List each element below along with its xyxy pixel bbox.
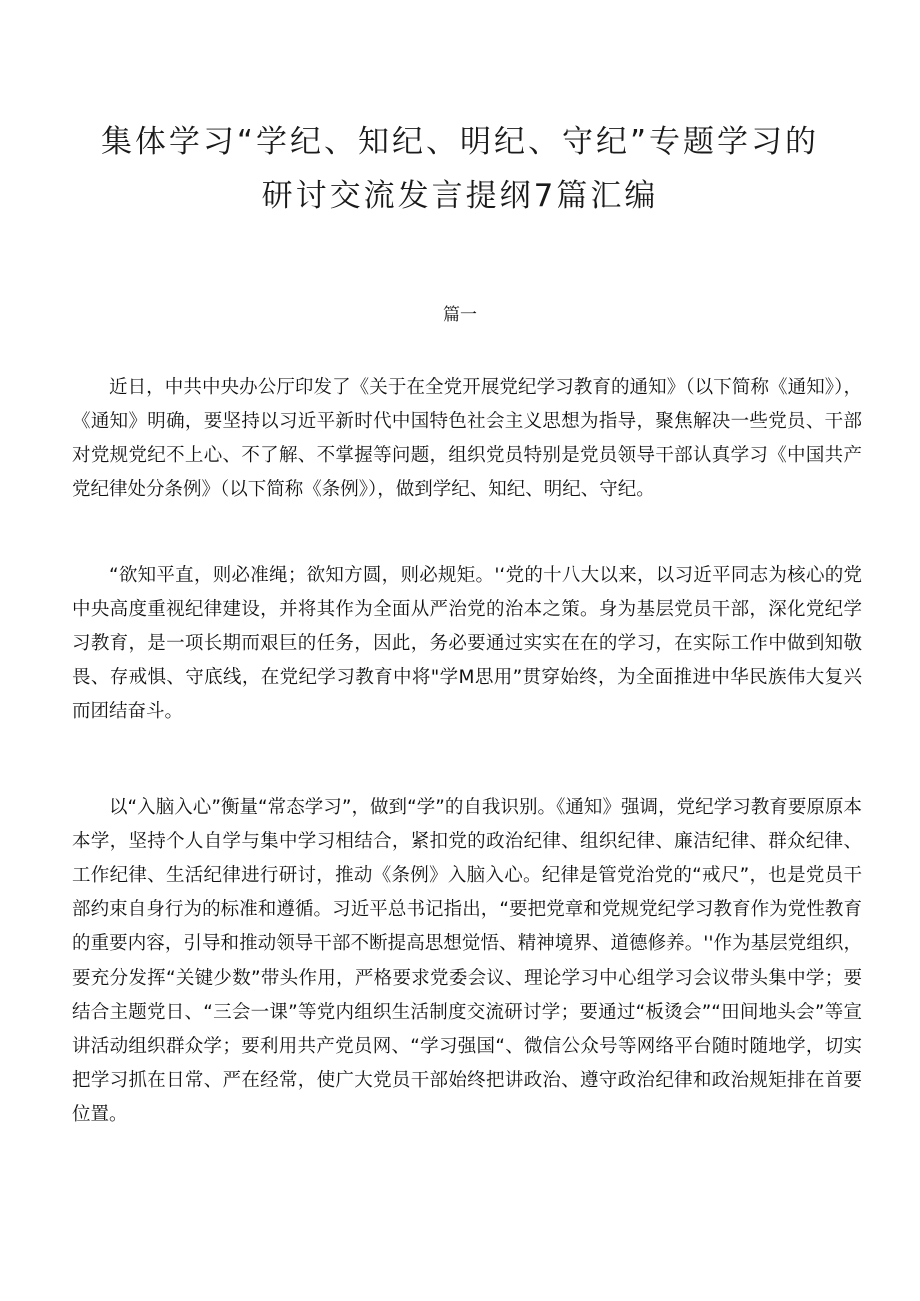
document-title-line-2: 研讨交流发言提纲7篇汇编 [261,178,659,214]
paragraph-1: 近日，中共中央办公厅印发了《关于在全党开展党纪学习教育的通知》（以下简称《通知》），《通知》明确，要坚持以习近平新时代中国特色社会主义思想为指导，聚焦解决一些党员、干部对党规党纪不上心、不了解、不掌握等问题，组织党员特别是党员领导干部认真学习《中国共产党纪律处分条例》（以下简称《条例》），做到学纪、知纪、明纪、守纪。 [72,376,862,501]
paragraph-2: “欲知平直，则必准绳；欲知方圆，则必规矩。'‘党的十八大以来，以习近平同志为核心的党中央高度重视纪律建设，并将其作为全面从严治党的治本之策。身为基层党员干部，深化党纪学习教育，是一项长期而艰巨的任务，因此，务必要通过实实在在的学习，在实际工作中做到知敬畏、存戒惧、守底线，在党纪学习教育中将"学M思用”贯穿始终，为全面推进中华民族伟大复兴而团结奋斗。 [72,564,862,723]
paragraph-3: 以“入脑入心”衡量“常态学习”，做到“学”的自我识别。《通知》强调，党纪学习教育要原原本本学，坚持个人自学与集中学习相结合，紧扣党的政治纪律、组织纪律、廉洁纪律、群众纪律、工作纪律、生活纪律进行研讨，推动《条例》入脑入心。纪律是管党治党的“戒尺”，也是党员干部约束自身行为的标准和遵循。习近平总书记指出，“要把党章和党规党纪学习教育作为党性教育的重要内容，引导和推动领导干部不断提高思想觉悟、精神境界、道德修养。''作为基层党组织，要充分发挥“关键少数”带头作用，严格要求党委会议、理论学习中心组学习会议带头集中学；要结合主题党日、“三会一课”等党内组织生活制度交流研讨学；要通过“板烫会”“田间地头会”等宣讲活动组织群众学；要利用共产党员网、“学习强国“、微信公众号等网络平台随时随地学，切实把学习抓在日常、严在经常，使广大党员干部始终把讲政治、遵守政治纪律和政治规矩排在首要位置。 [72,796,862,1126]
document-title-line-1: 集体学习“学纪、知纪、明纪、守纪”专题学习的 [100,124,820,160]
section-heading: 篇一 [443,305,477,325]
